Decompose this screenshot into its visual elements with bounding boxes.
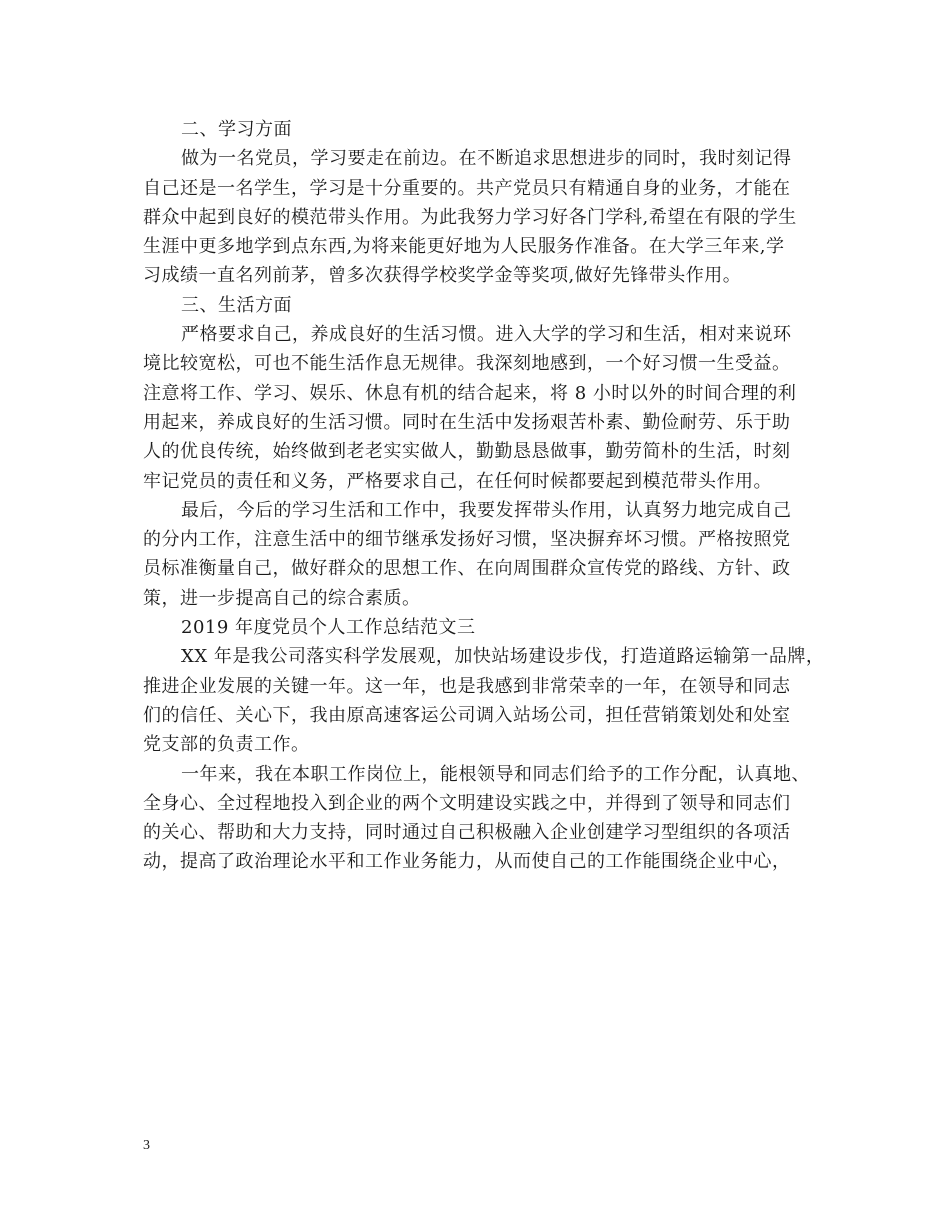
text-line: 群众中起到良好的模范带头作用。为此我努力学习好各门学科,希望在有限的学生 — [143, 206, 797, 228]
text-line: 动，提高了政治理论水平和工作业务能力，从而使自己的工作能围绕企业中心， — [143, 851, 791, 873]
text-line: 全身心、全过程地投入到企业的两个文明建设实践之中，并得到了领导和同志们 — [143, 792, 791, 814]
text-line: 的分内工作，注意生活中的细节继承发扬好习惯，坚决摒弃坏习惯。严格按照党 — [143, 529, 791, 551]
text-line: 生涯中更多地学到点东西,为将来能更好地为人民服务作准备。在大学三年来,学 — [143, 236, 785, 258]
text-line: 党支部的负责工作。 — [143, 734, 310, 756]
text-line: 人的优良传统，始终做到老老实实做人，勤勤恳恳做事，勤劳简朴的生活，时刻 — [143, 441, 791, 463]
text-line: 最后，今后的学习生活和工作中，我要发挥带头作用，认真努力地完成自己 — [181, 499, 792, 521]
text-line: 的关心、帮助和大力支持，同时通过自己积极融入企业创建学习型组织的各项活 — [143, 822, 791, 844]
text-line: 们的信任、关心下，我由原高速客运公司调入站场公司，担任营销策划处和处室 — [143, 704, 791, 726]
text-line: 三、生活方面 — [181, 294, 292, 316]
text-line: 员标准衡量自己，做好群众的思想工作、在向周围群众宣传党的路线、方针、政 — [143, 558, 791, 580]
paragraph-study — [143, 144, 803, 290]
paragraph-year-overview — [143, 642, 825, 759]
text-line: 做为一名党员，学习要走在前边。在不断追求思想进步的同时，我时刻记得 — [181, 148, 792, 170]
paragraph-conclusion — [143, 496, 803, 613]
text-line: 注意将工作、学习、娱乐、休息有机的结合起来，将 8 小时以外的时间合理的利 — [143, 382, 797, 404]
paragraph-life — [143, 320, 803, 496]
text-line: 策，进一步提高自己的综合素质。 — [143, 587, 421, 609]
text-line: 二、学习方面 — [181, 119, 292, 140]
section-title-sample-three — [143, 613, 803, 642]
section-heading-study — [143, 115, 803, 144]
text-line: 用起来，养成良好的生活习惯。同时在生活中发扬艰苦朴素、勤俭耐劳、乐于助 — [143, 411, 791, 433]
text-line: 一年来，我在本职工作岗位上，能根领导和同志们给予的工作分配，认真地、 — [181, 763, 810, 785]
text-line: 推进企业发展的关键一年。这一年，也是我感到非常荣幸的一年，在领导和同志 — [143, 675, 791, 697]
text-line: 习成绩一直名列前茅，曾多次获得学校奖学金等奖项,做好先锋带头作用。 — [143, 265, 742, 287]
text-line: 境比较宽松，可也不能生活作息无规律。我深刻地感到，一个好习惯一生受益。 — [143, 353, 791, 375]
text-line: 严格要求自己，养成良好的生活习惯。进入大学的学习和生活，相对来说环 — [181, 324, 792, 346]
paragraph-year-work — [143, 760, 810, 877]
section-heading-life — [143, 291, 803, 320]
text-line: XX 年是我公司落实科学发展观，加快站场建设步伐，打造道路运输第一品牌， — [181, 646, 825, 668]
document-body — [143, 115, 825, 877]
text-line: 2019 年度党员个人工作总结范文三 — [181, 617, 476, 639]
text-line: 牢记党员的责任和义务，严格要求自己，在任何时候都要起到模范带头作用。 — [143, 470, 772, 492]
text-line: 自己还是一名学生，学习是十分重要的。共产党员只有精通自身的业务，才能在 — [143, 177, 791, 199]
page-number: 3 — [143, 1138, 150, 1153]
